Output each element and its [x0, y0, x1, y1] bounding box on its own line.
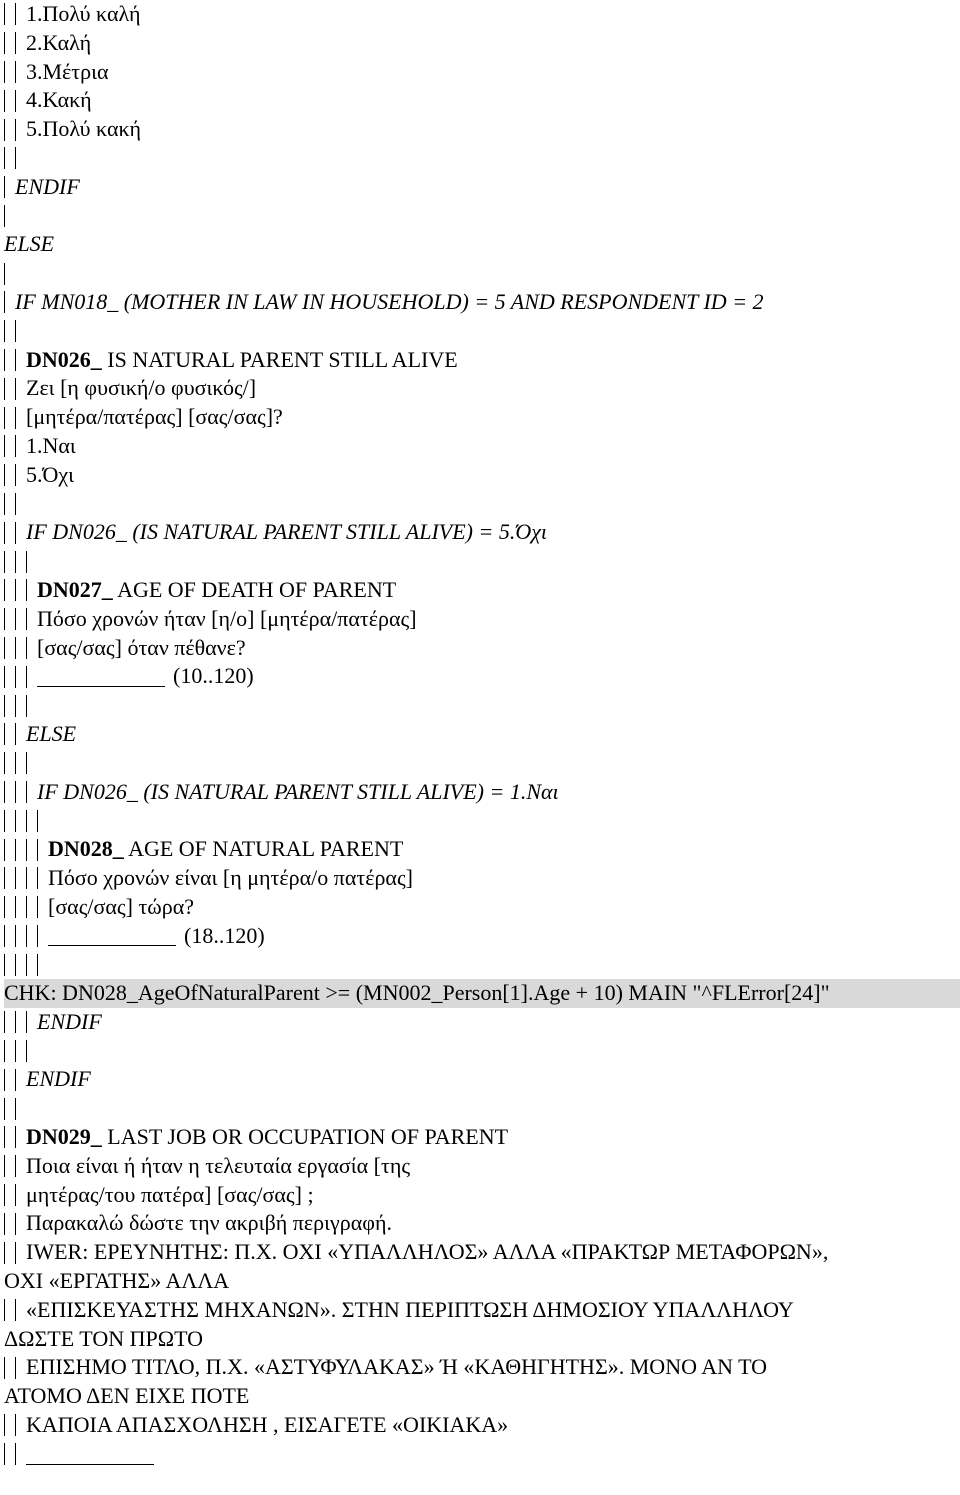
line-text: ENDIF: [37, 1008, 102, 1034]
document-line: [4, 518, 960, 547]
indent-bar: [15, 551, 16, 573]
indent-bar: [15, 1213, 16, 1235]
indent-bar: [15, 119, 16, 141]
indent-bar: [15, 349, 16, 371]
line-text: 1.Ναι: [26, 432, 76, 458]
indent-bar: [4, 263, 5, 285]
indent-bars: [4, 662, 37, 691]
document-line: [4, 1267, 960, 1296]
indent-bar: [4, 176, 5, 198]
indent-bars: [4, 29, 26, 58]
indent-bars: [4, 1296, 26, 1325]
indent-bar: [4, 666, 5, 688]
indent-bar: [15, 1443, 16, 1465]
document-line: [4, 403, 960, 432]
indent-bar: [4, 493, 5, 515]
indent-bar: [4, 320, 5, 342]
indent-bars: [4, 634, 37, 663]
indent-bar: [26, 752, 27, 774]
indent-bars: [4, 461, 26, 490]
indent-bar: [4, 1040, 5, 1062]
document-line: [4, 259, 960, 288]
indent-bar: [4, 1069, 5, 1091]
indent-bars: [4, 317, 26, 346]
document-line: [4, 202, 960, 231]
indent-bar: [4, 781, 5, 803]
indent-bar: [4, 695, 5, 717]
document-line: [4, 1353, 960, 1382]
indent-bar: [15, 147, 16, 169]
indent-bar: [26, 637, 27, 659]
line-text: (18..120): [184, 922, 265, 948]
indent-bars: [4, 720, 26, 749]
indent-bars: [4, 259, 15, 288]
indent-bars: [4, 1008, 37, 1037]
question-code: DN029_: [26, 1124, 102, 1150]
question-code: DN028_: [48, 836, 124, 862]
indent-bar: [15, 608, 16, 630]
indent-bars: [4, 1181, 26, 1210]
indent-bar: [4, 752, 5, 774]
indent-bar: [15, 32, 16, 54]
indent-bars: [4, 1353, 26, 1382]
indent-bars: [4, 86, 26, 115]
line-text: μητέρας/του πατέρα] [σας/σας] ;: [26, 1181, 314, 1207]
document-line: [4, 547, 960, 576]
indent-bars: [4, 374, 26, 403]
indent-bar: [15, 781, 16, 803]
document-line: [4, 1382, 960, 1411]
indent-bar: [4, 464, 5, 486]
indent-bars: [4, 1037, 37, 1066]
document-line: [4, 86, 960, 115]
indent-bar: [15, 1126, 16, 1148]
document-line: [4, 1440, 960, 1469]
line-text: 5.Πολύ κακή: [26, 116, 142, 142]
indent-bar: [4, 1213, 5, 1235]
indent-bar: [26, 608, 27, 630]
indent-bar: [15, 695, 16, 717]
document-line: [4, 1123, 960, 1152]
document-line: [4, 490, 960, 519]
indent-bar: [37, 896, 38, 918]
indent-bar: [4, 1414, 5, 1436]
document-line: [4, 1008, 960, 1037]
indent-bar: [15, 1414, 16, 1436]
indent-bar: [4, 1011, 5, 1033]
document-line: [4, 778, 960, 807]
document-line: [4, 1238, 960, 1267]
line-text: IS NATURAL PARENT STILL ALIVE: [101, 346, 458, 372]
document-line: [4, 1325, 960, 1354]
answer-blank: [26, 1444, 154, 1465]
indent-bar: [4, 119, 5, 141]
indent-bar: [15, 407, 16, 429]
document-line: [4, 864, 960, 893]
indent-bar: [15, 666, 16, 688]
indent-bar: [37, 867, 38, 889]
indent-bar: [4, 551, 5, 573]
indent-bars: [4, 58, 26, 87]
indent-bar: [26, 1011, 27, 1033]
document-line: [4, 1411, 960, 1440]
line-text: LAST JOB OR OCCUPATION OF PARENT: [101, 1124, 509, 1150]
line-text: Πόσο χρονών είναι [η μητέρα/ο πατέρας]: [48, 864, 413, 890]
indent-bar: [15, 925, 16, 947]
indent-bar: [26, 925, 27, 947]
indent-bar: [4, 61, 5, 83]
indent-bar: [15, 493, 16, 515]
indent-bar: [4, 349, 5, 371]
document-line: [4, 346, 960, 375]
indent-bar: [15, 1040, 16, 1062]
indent-bar: [15, 1357, 16, 1379]
indent-bar: [15, 1184, 16, 1206]
indent-bar: [4, 435, 5, 457]
question-code: DN026_: [26, 346, 102, 372]
indent-bar: [26, 695, 27, 717]
indent-bars: [4, 202, 15, 231]
document-line: [4, 605, 960, 634]
indent-bar: [15, 1069, 16, 1091]
line-text: ΕΠΙΣΗΜΟ ΤΙΤΛΟ, Π.Χ. «ΑΣΤΥΦΥΛΑΚΑΣ» Ή «ΚΑΘΗΓΗΤΗΣ». ΜΟΝΟ ΑΝ ΤΟ: [26, 1354, 768, 1380]
indent-bar: [4, 3, 5, 25]
indent-bar: [4, 378, 5, 400]
document-line: [4, 115, 960, 144]
indent-bar: [26, 1040, 27, 1062]
indent-bars: [4, 144, 26, 173]
indent-bar: [4, 839, 5, 861]
document-line: [4, 0, 960, 29]
indent-bar: [15, 810, 16, 832]
line-text: Παρακαλώ δώστε την ακριβή περιγραφή.: [26, 1210, 392, 1236]
line-text: ΟΧΙ «ΕΡΓΑΤΗΣ» ΑΛΛΑ: [4, 1268, 230, 1294]
indent-bars: [4, 1152, 26, 1181]
indent-bar: [4, 32, 5, 54]
document-line: [4, 835, 960, 864]
indent-bar: [26, 839, 27, 861]
check-rule-line: [4, 979, 960, 1008]
indent-bar: [4, 1098, 5, 1120]
line-text: ΔΩΣΤΕ ΤΟΝ ΠΡΩΤΟ: [4, 1325, 203, 1351]
indent-bar: [15, 90, 16, 112]
indent-bars: [4, 115, 26, 144]
line-text: ENDIF: [15, 173, 80, 199]
indent-bar: [15, 464, 16, 486]
document-line: [4, 1152, 960, 1181]
indent-bar: [15, 1242, 16, 1264]
line-text: IF DN026_ (IS NATURAL PARENT STILL ALIVE) = 5.Όχι: [26, 519, 548, 545]
indent-bar: [15, 320, 16, 342]
document-line: [4, 58, 960, 87]
indent-bar: [15, 867, 16, 889]
line-text: 4.Κακή: [26, 87, 92, 113]
indent-bar: [26, 954, 27, 976]
indent-bar: [4, 925, 5, 947]
indent-bar: [4, 608, 5, 630]
line-text: «ΕΠΙΣΚΕΥΑΣΤΗΣ ΜΗΧΑΝΩΝ». ΣΤΗΝ ΠΕΡΙΠΤΩΣΗ ΔΗΜΟΣΙΟΥ ΥΠΑΛΛΗΛΟΥ: [26, 1296, 794, 1322]
indent-bar: [4, 90, 5, 112]
indent-bar: [15, 435, 16, 457]
indent-bar: [37, 925, 38, 947]
document-line: [4, 893, 960, 922]
indent-bar: [4, 1155, 5, 1177]
document-line: [4, 461, 960, 490]
line-text: ΚΑΠΟΙΑ ΑΠΑΣΧΟΛΗΣΗ , ΕΙΣΑΓΕΤΕ «ΟΙΚΙΑΚΑ»: [26, 1412, 509, 1438]
indent-bars: [4, 806, 48, 835]
indent-bars: [4, 346, 26, 375]
indent-bars: [4, 691, 37, 720]
indent-bars: [4, 605, 37, 634]
document-line: [4, 950, 960, 979]
indent-bar: [37, 954, 38, 976]
indent-bars: [4, 950, 48, 979]
indent-bar: [4, 1184, 5, 1206]
line-text: 1.Πολύ καλή: [26, 1, 141, 26]
line-text: 2.Καλή: [26, 29, 92, 55]
answer-blank: [48, 925, 176, 946]
indent-bars: [4, 490, 26, 519]
indent-bar: [15, 61, 16, 83]
indent-bar: [4, 1357, 5, 1379]
line-text: ELSE: [26, 720, 77, 746]
indent-bar: [26, 781, 27, 803]
indent-bar: [4, 579, 5, 601]
indent-bar: [15, 1098, 16, 1120]
document-line: [4, 29, 960, 58]
line-text: Πόσο χρονών ήταν [η/ο] [μητέρα/πατέρας]: [37, 605, 417, 631]
indent-bars: [4, 576, 37, 605]
indent-bar: [4, 522, 5, 544]
document-line: [4, 1094, 960, 1123]
indent-bars: [4, 835, 48, 864]
indent-bar: [15, 378, 16, 400]
indent-bars: [4, 547, 37, 576]
indent-bars: [4, 749, 37, 778]
indent-bars: [4, 778, 37, 807]
line-text: CHK: DN028_AgeOfNaturalParent >= (MN002_Person[1].Age + 10) MAIN "^FLError[24]": [4, 980, 830, 1006]
document-line: [4, 230, 960, 259]
document-line: [4, 576, 960, 605]
line-text: AGE OF NATURAL PARENT: [123, 836, 404, 862]
indent-bar: [15, 954, 16, 976]
indent-bar: [15, 752, 16, 774]
indent-bar: [26, 579, 27, 601]
indent-bars: [4, 1238, 26, 1267]
indent-bar: [4, 810, 5, 832]
indent-bar: [4, 637, 5, 659]
document-line: [4, 806, 960, 835]
document-line: [4, 288, 960, 317]
line-text: IF DN026_ (IS NATURAL PARENT STILL ALIVE) = 1.Ναι: [37, 778, 559, 804]
indent-bar: [15, 896, 16, 918]
indent-bar: [15, 839, 16, 861]
line-text: ENDIF: [26, 1066, 91, 1092]
indent-bar: [4, 1126, 5, 1148]
indent-bar: [15, 522, 16, 544]
indent-bars: [4, 432, 26, 461]
indent-bar: [4, 1299, 5, 1321]
indent-bar: [4, 954, 5, 976]
indent-bar: [26, 810, 27, 832]
indent-bars: [4, 403, 26, 432]
indent-bars: [4, 1411, 26, 1440]
indent-bar: [4, 205, 5, 227]
document-line: [4, 922, 960, 951]
document-line: [4, 662, 960, 691]
indent-bar: [26, 551, 27, 573]
line-text: IWER: ΕΡΕΥΝΗΤΗΣ: Π.Χ. ΟΧΙ «ΥΠΑΛΛΗΛΟΣ» ΑΛΛΑ «ΠΡΑΚΤΩΡ ΜΕΤΑΦΟΡΩΝ»,: [26, 1239, 829, 1265]
indent-bar: [4, 1443, 5, 1465]
indent-bar: [4, 147, 5, 169]
indent-bar: [4, 1242, 5, 1264]
document-line: [4, 432, 960, 461]
document-line: [4, 1037, 960, 1066]
document-line: [4, 144, 960, 173]
line-text: IF MN018_ (MOTHER IN LAW IN HOUSEHOLD) = 5 AND RESPONDENT ID = 2: [15, 288, 764, 314]
indent-bars: [4, 1440, 26, 1469]
indent-bars: [4, 922, 48, 951]
indent-bar: [4, 867, 5, 889]
answer-blank: [37, 666, 165, 687]
indent-bar: [4, 896, 5, 918]
indent-bar: [15, 579, 16, 601]
document-line: [4, 173, 960, 202]
document-line: [4, 1181, 960, 1210]
indent-bar: [15, 3, 16, 25]
line-text: 5.Όχι: [26, 461, 75, 487]
line-text: 3.Μέτρια: [26, 58, 109, 84]
indent-bars: [4, 893, 48, 922]
indent-bar: [26, 896, 27, 918]
document-line: [4, 317, 960, 346]
indent-bar: [15, 723, 16, 745]
document-line: [4, 634, 960, 663]
line-text: [μητέρα/πατέρας] [σας/σας]?: [26, 404, 283, 430]
indent-bar: [15, 1155, 16, 1177]
document-line: [4, 749, 960, 778]
indent-bar: [15, 1299, 16, 1321]
question-code: DN027_: [37, 576, 113, 602]
indent-bars: [4, 1094, 26, 1123]
indent-bar: [37, 839, 38, 861]
indent-bar: [15, 637, 16, 659]
line-text: [σας/σας] όταν πέθανε?: [37, 634, 246, 660]
indent-bar: [4, 407, 5, 429]
line-text: [σας/σας] τώρα?: [48, 893, 195, 919]
indent-bars: [4, 1065, 26, 1094]
document-line: [4, 1065, 960, 1094]
line-text: AGE OF DEATH OF PARENT: [112, 576, 397, 602]
document-line: [4, 1296, 960, 1325]
line-text: ΑΤΟΜΟ ΔΕΝ ΕΙΧΕ ΠΟΤΕ: [4, 1383, 250, 1409]
indent-bars: [4, 173, 15, 202]
line-text: Ζει [η φυσική/ο φυσικός/]: [26, 375, 257, 401]
indent-bars: [4, 1209, 26, 1238]
indent-bar: [15, 1011, 16, 1033]
indent-bars: [4, 0, 26, 29]
line-text: ELSE: [4, 231, 55, 257]
indent-bars: [4, 288, 15, 317]
line-text: Ποια είναι ή ήταν η τελευταία εργασία [της: [26, 1152, 411, 1178]
document-line: [4, 1209, 960, 1238]
indent-bar: [4, 723, 5, 745]
indent-bar: [26, 666, 27, 688]
indent-bars: [4, 518, 26, 547]
document-line: [4, 691, 960, 720]
document-line: [4, 374, 960, 403]
indent-bars: [4, 864, 48, 893]
line-text: (10..120): [173, 663, 254, 689]
indent-bar: [4, 291, 5, 313]
indent-bar: [37, 810, 38, 832]
indent-bars: [4, 1123, 26, 1152]
document-line: [4, 720, 960, 749]
indent-bar: [26, 867, 27, 889]
